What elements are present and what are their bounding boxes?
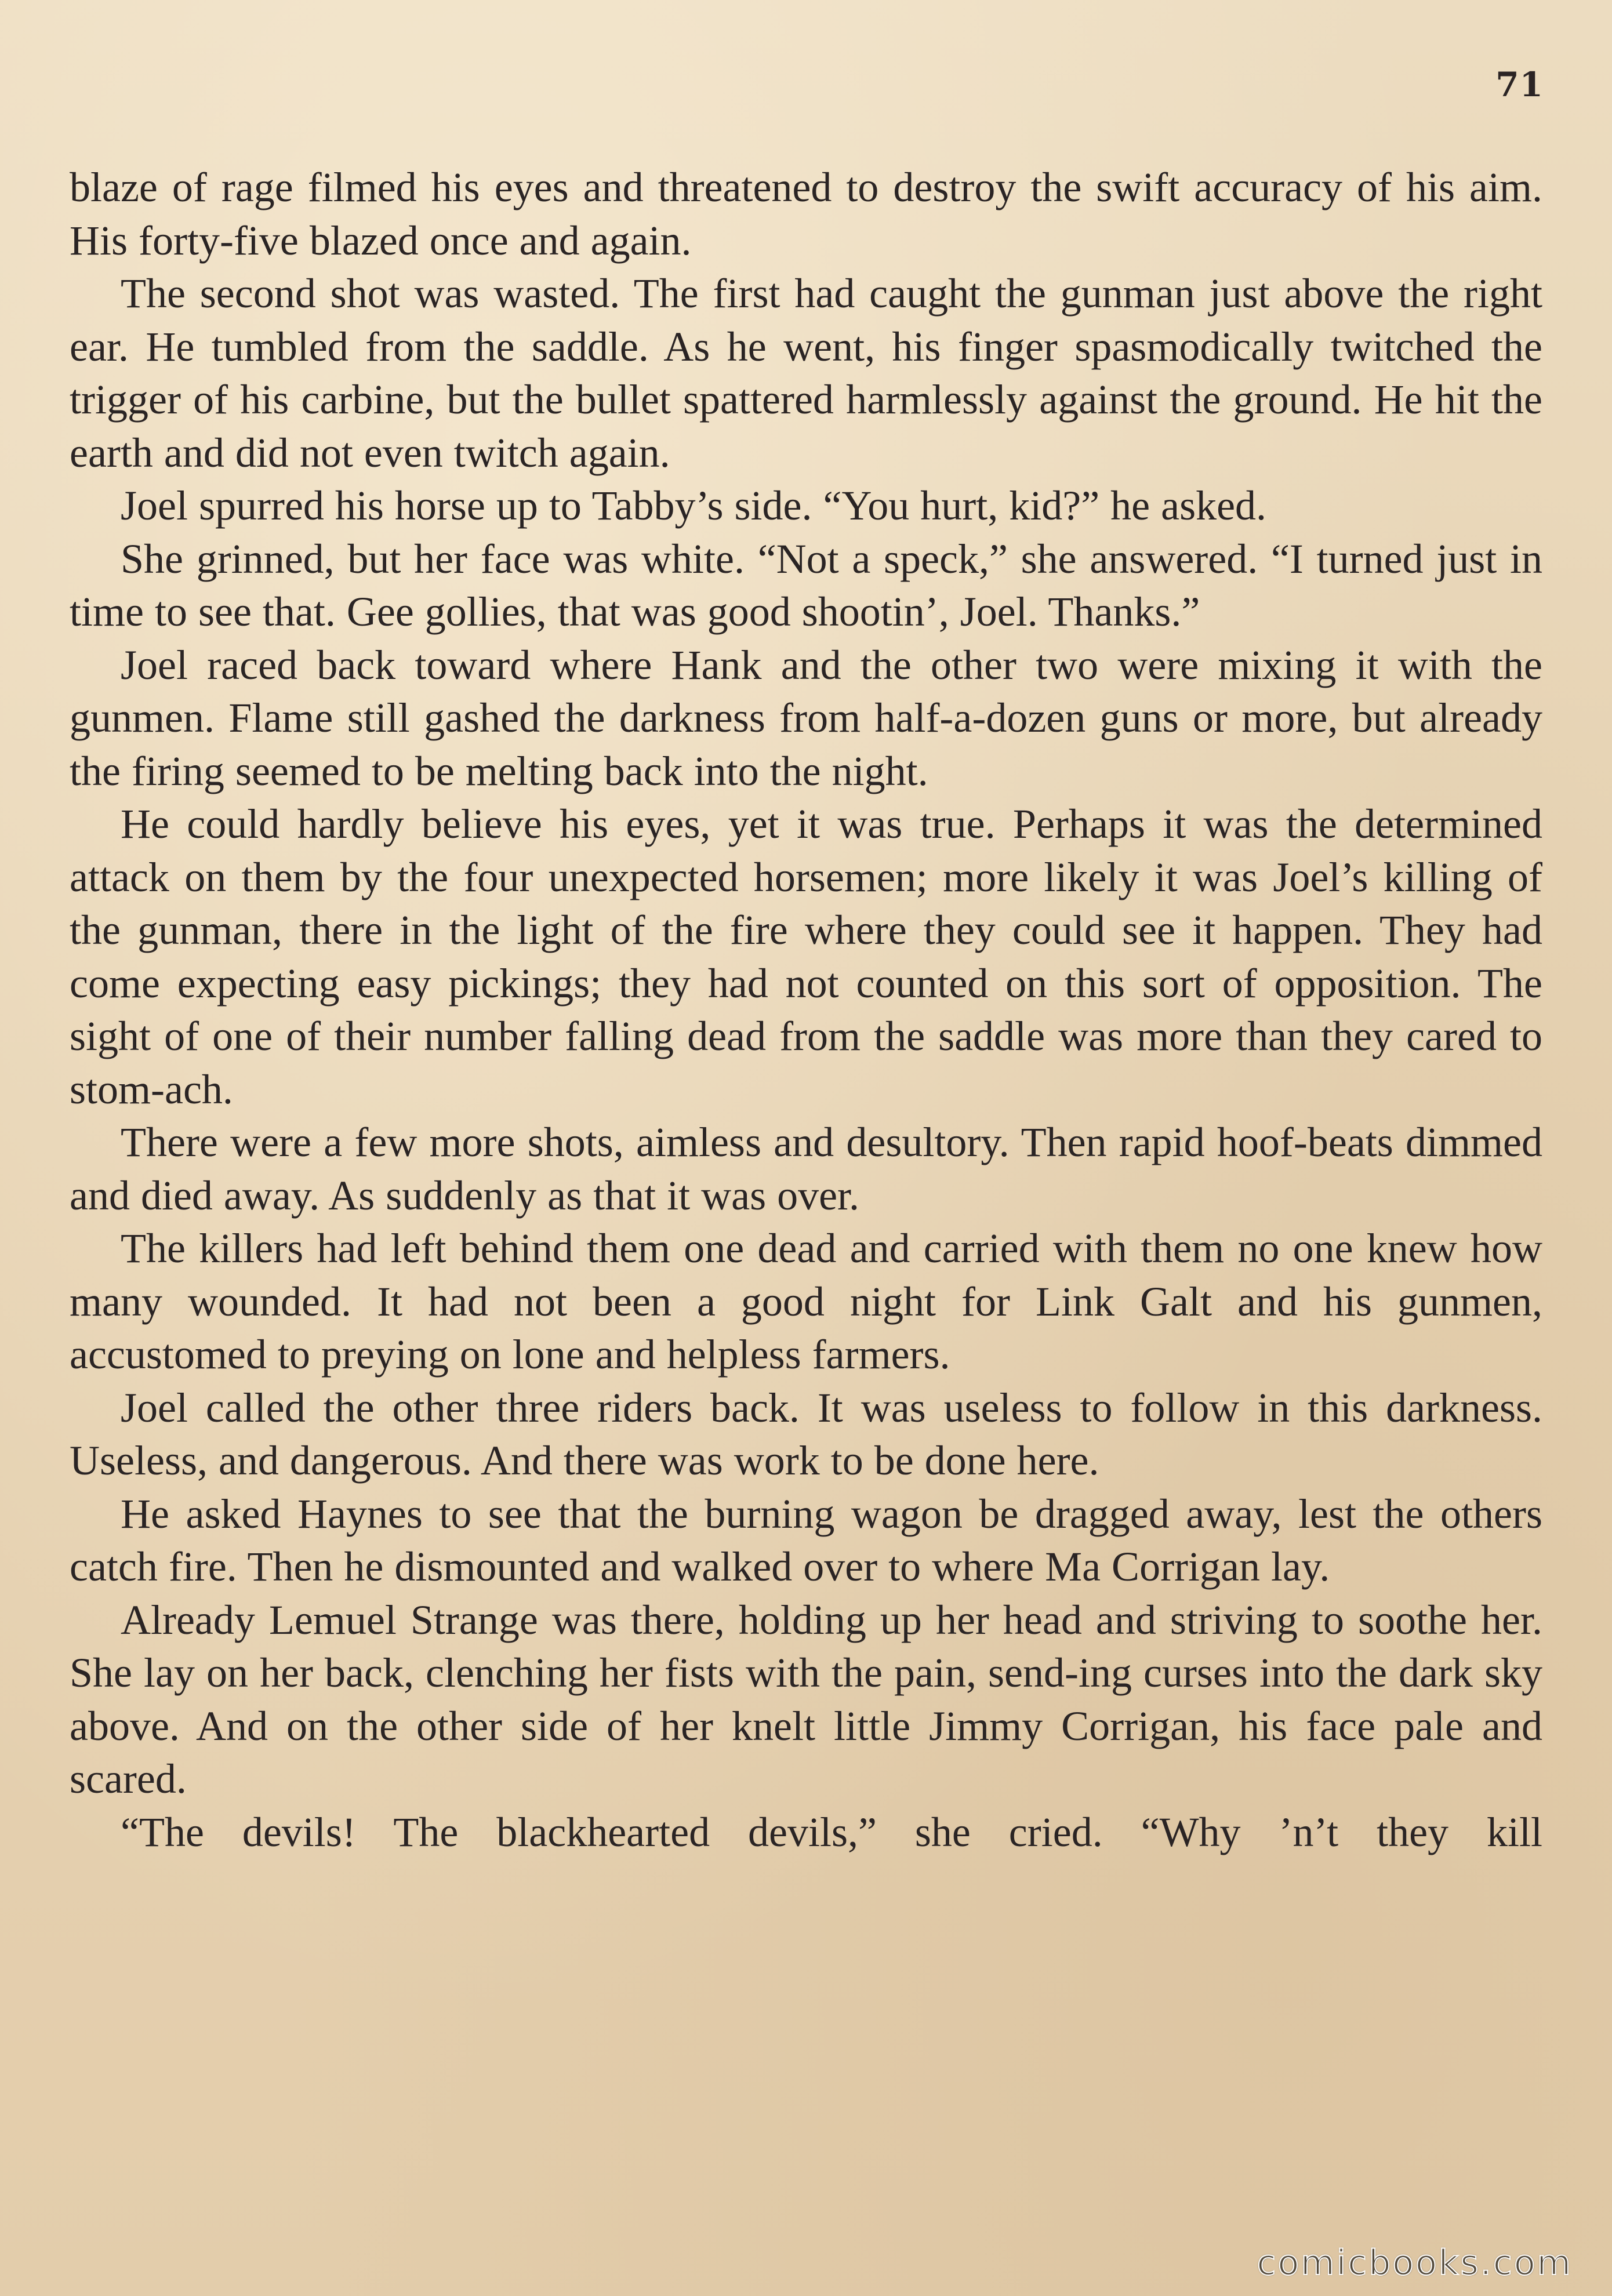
page-number: 71 <box>1495 65 1544 104</box>
paragraph-7: There were a few more shots, aimless and desultory. Then rapid hoof-beats dimmed and died away. As suddenly as that it was over. <box>70 1119 1542 1219</box>
body-text <box>70 161 1542 1859</box>
paragraph-1: blaze of rage filmed his eyes and threatened to destroy the swift accuracy of his aim. His forty-five blazed once and again. <box>70 164 1542 264</box>
paragraph-5: Joel raced back toward where Hank and the other two were mixing it with the gunmen. Flame still gashed the darkness from half-a-dozen guns or more, but already the firing seemed to be melting back into the night. <box>70 641 1542 794</box>
paragraph-10: He asked Haynes to see that the burning wagon be dragged away, lest the others catch fire. Then he dismounted and walked over to where Ma Corrigan lay. <box>70 1490 1542 1590</box>
paragraph-4: She grinned, but her face was white. “Not a speck,” she answered. “I turned just in time to see that. Gee gollies, that was good shootin’, Joel. Thanks.” <box>70 535 1542 635</box>
paragraph-11: Already Lemuel Strange was there, holding up her head and striving to soothe her. She lay on her back, clenching her fists with the pain, send-ing curses into the dark sky above. And on the other side of her knelt little Jimmy Corrigan, his face pale and scared. <box>70 1596 1542 1802</box>
paragraph-3: Joel spurred his horse up to Tabby’s side. “You hurt, kid?” he asked. <box>121 482 1267 529</box>
paragraph-6: He could hardly believe his eyes, yet it was true. Perhaps it was the determined attack on them by the four unexpected horsemen; more likely it was Joel’s killing of the gunman, there in the light of the fire where they could see it happen. They had come expecting easy pickings; they had not counted on this sort of opposition. The sight of one of their number falling dead from the saddle was more than they cared to stom-ach. <box>70 801 1542 1113</box>
paragraph-8: The killers had left behind them one dead and carried with them no one knew how many wounded. It had not been a good night for Link Galt and his gunmen, accustomed to preying on lone and helpless farmers. <box>70 1225 1542 1378</box>
watermark: comicbooks.com <box>1257 2243 1573 2283</box>
paragraph-9: Joel called the other three riders back. It was useless to follow in this darkness. Useless, and dangerous. And there was work to be done here. <box>70 1384 1542 1484</box>
paragraph-2: The second shot was wasted. The first had caught the gunman just above the right ear. He tumbled from the saddle. As he went, his finger spasmodically twitched the trigger of his carbine, but the bullet spattered harmlessly against the ground. He hit the earth and did not even twitch again. <box>70 270 1542 476</box>
paragraph-12: “The devils! The blackhearted devils,” she cried. “Why ’n’t they kill <box>121 1808 1542 1855</box>
